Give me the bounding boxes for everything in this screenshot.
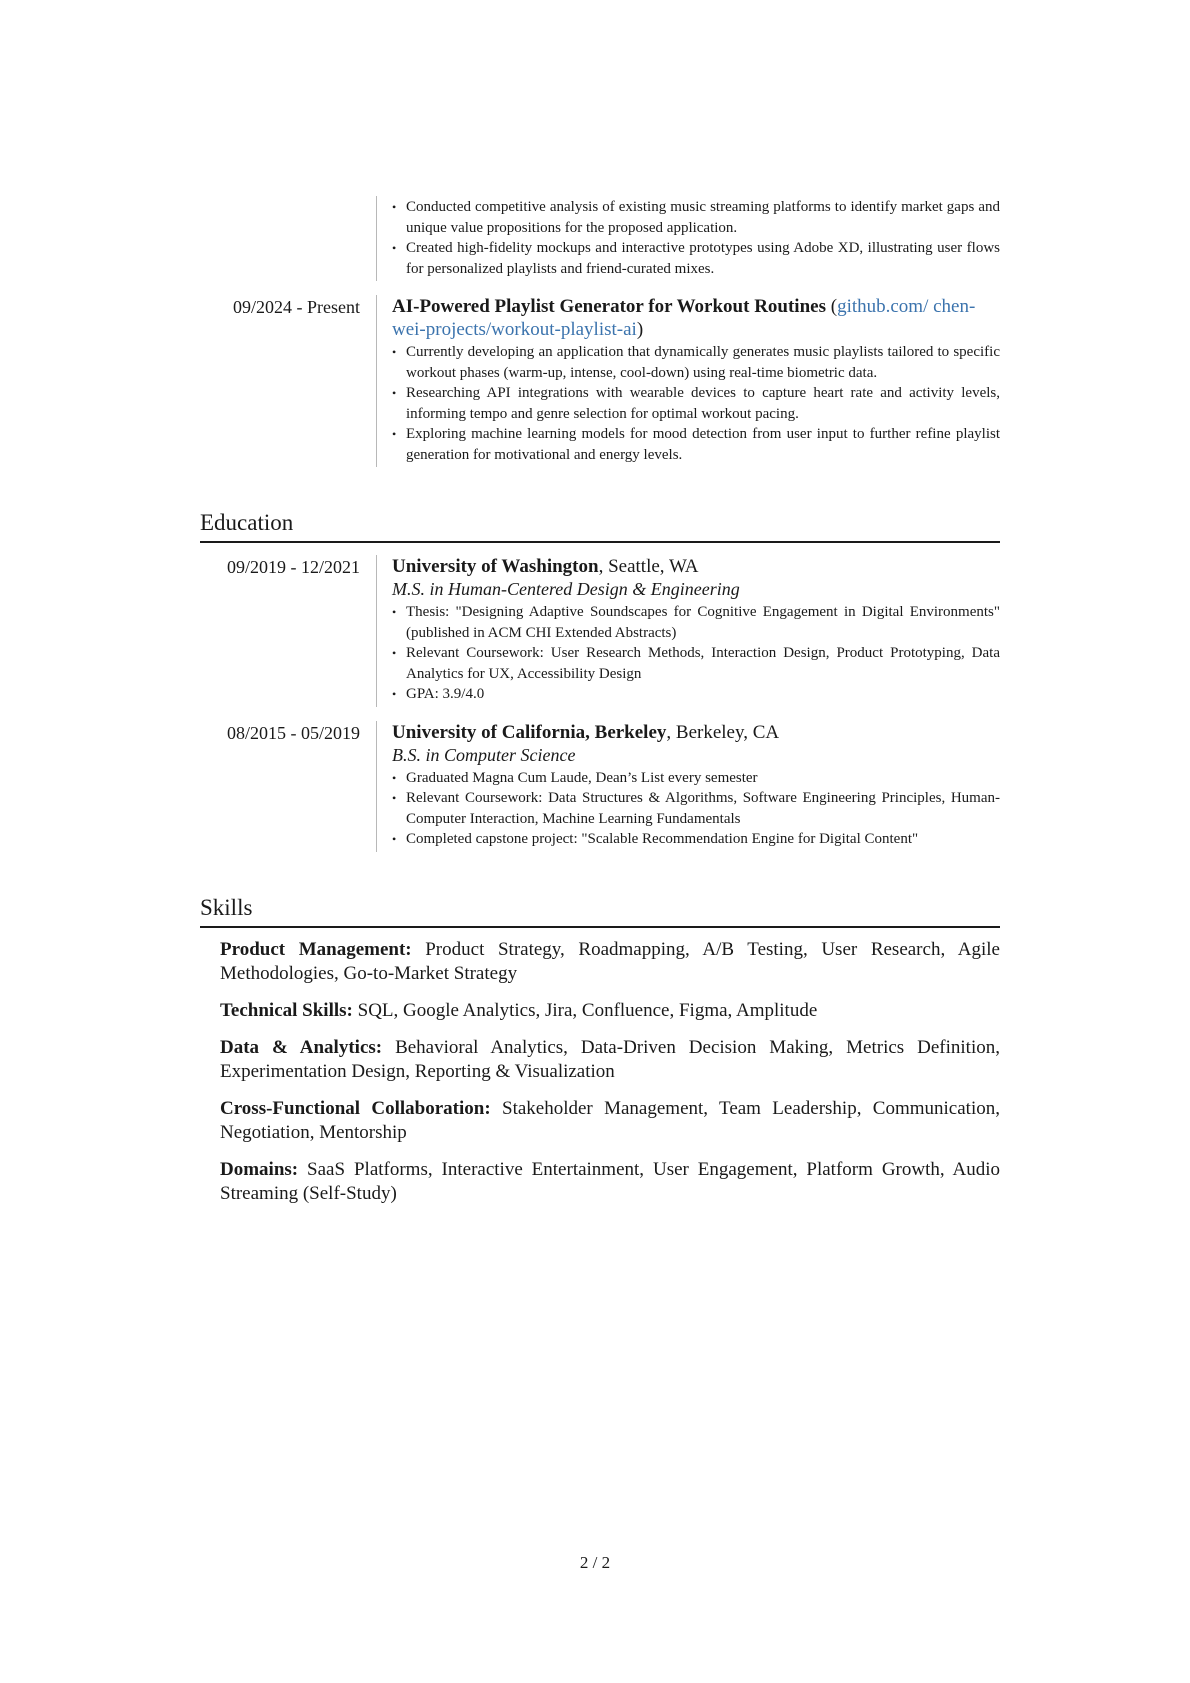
skill-row — [220, 938, 1000, 986]
spacer — [200, 281, 1000, 295]
school-location: , Seattle, WA — [598, 556, 699, 577]
project-title: AI-Powered Playlist Generator for Workout Routines — [392, 296, 826, 317]
school-name: University of Washington — [392, 556, 599, 577]
bullet-list — [392, 197, 1000, 279]
skill-value: Stakeholder Management, Team Leadership, Communication, Negotiation, Mentorship — [220, 1097, 1000, 1143]
skill-label: Product Management: — [220, 938, 412, 960]
education-entry — [200, 721, 1000, 852]
project-link[interactable]: github.com/ chen-wei-projects/workout-playlist-ai — [392, 296, 976, 340]
bullet-item: • Thesis: "Designing Adaptive Soundscapes for Cognitive Engagement in Digital Environments" (published in ACM CHI Extended Abstracts) — [392, 602, 1000, 643]
skills-section — [200, 938, 1000, 1206]
bullet-item: • Created high-fidelity mockups and interactive prototypes using Adobe XD, illustrating user flows for personalized playlists and friend-curated mixes. — [392, 238, 1000, 279]
page-number: 2 / 2 — [579, 1553, 611, 1572]
entry-body — [376, 555, 1000, 707]
resume-page — [200, 196, 1000, 1219]
bullet-item: • Completed capstone project: "Scalable Recommendation Engine for Digital Content" — [392, 829, 1000, 850]
skill-value: SaaS Platforms, Interactive Entertainment, User Engagement, Platform Growth, Audio Streaming (Self-Study) — [220, 1158, 1000, 1204]
entry-date: 09/2024 - Present — [233, 297, 360, 317]
education-entry — [200, 555, 1000, 707]
link-close-paren: ) — [636, 319, 644, 340]
project-entry — [200, 295, 1000, 467]
degree: B.S. in Computer Science — [392, 744, 576, 765]
bullet-item: • Relevant Coursework: Data Structures & Algorithms, Software Engineering Principles, Human-Computer Interaction, Machine Learning Fundamentals — [392, 788, 1000, 829]
entry-body — [376, 295, 1000, 467]
link-open-paren: ( — [825, 296, 838, 317]
spacer — [200, 707, 1000, 721]
skill-row — [220, 999, 1000, 1023]
school-location: , Berkeley, CA — [666, 721, 780, 743]
bullet-list — [392, 342, 1000, 465]
degree: M.S. in Human-Centered Design & Engineering — [392, 579, 740, 599]
skill-row — [220, 1097, 1000, 1145]
school-line — [392, 721, 1000, 744]
skill-label: Technical Skills: — [220, 999, 353, 1021]
skill-value: Product Strategy, Roadmapping, A/B Testing, User Research, Agile Methodologies, Go-to-Market Strategy — [220, 938, 1000, 984]
bullet-item: • Graduated Magna Cum Laude, Dean’s List every semester — [392, 768, 1000, 789]
section-title-education: Education — [200, 509, 1000, 543]
skill-label: Data & Analytics: — [220, 1036, 383, 1058]
bullet-item: • Exploring machine learning models for mood detection from user input to further refine playlist generation for motivational and energy levels. — [392, 424, 1000, 465]
bullet-item: • Conducted competitive analysis of existing music streaming platforms to identify market gaps and unique value propositions for the proposed application. — [392, 197, 1000, 238]
entry-date-empty — [200, 196, 376, 281]
education-section — [200, 555, 1000, 852]
bullet-list — [392, 768, 1000, 850]
section-title-skills: Skills — [200, 894, 1000, 928]
skill-row — [220, 1036, 1000, 1084]
bullet-item: • Researching API integrations with wearable devices to capture heart rate and activity levels, informing tempo and genre selection for optimal workout pacing. — [392, 383, 1000, 424]
entry-date: 08/2015 - 05/2019 — [227, 722, 360, 743]
bullet-list — [392, 602, 1000, 705]
school-name: University of California, Berkeley — [392, 721, 667, 743]
bullet-item: • Relevant Coursework: User Research Methods, Interaction Design, Product Prototyping, Data Analytics for UX, Accessibility Design — [392, 643, 1000, 684]
bullet-item: • GPA: 3.9/4.0 — [392, 684, 1000, 705]
skill-label: Domains: — [220, 1158, 299, 1180]
school-line — [392, 555, 1000, 578]
project-title-line — [392, 295, 1000, 341]
entry-body — [376, 196, 1000, 281]
bullet-item: • Currently developing an application that dynamically generates music playlists tailored to specific workout phases (warm-up, intense, cool-down) using real-time biometric data. — [392, 342, 1000, 383]
entry-date: 09/2019 - 12/2021 — [227, 557, 360, 577]
skill-value: SQL, Google Analytics, Jira, Confluence, Figma, Amplitude — [352, 999, 818, 1021]
skill-value: Behavioral Analytics, Data-Driven Decision Making, Metrics Definition, Experimentation Design, Reporting & Visualization — [220, 1036, 1000, 1082]
project-entry-continued — [200, 196, 1000, 281]
entry-body — [376, 721, 1000, 852]
skill-row — [220, 1158, 1000, 1206]
skill-label: Cross-Functional Collaboration: — [220, 1097, 491, 1119]
